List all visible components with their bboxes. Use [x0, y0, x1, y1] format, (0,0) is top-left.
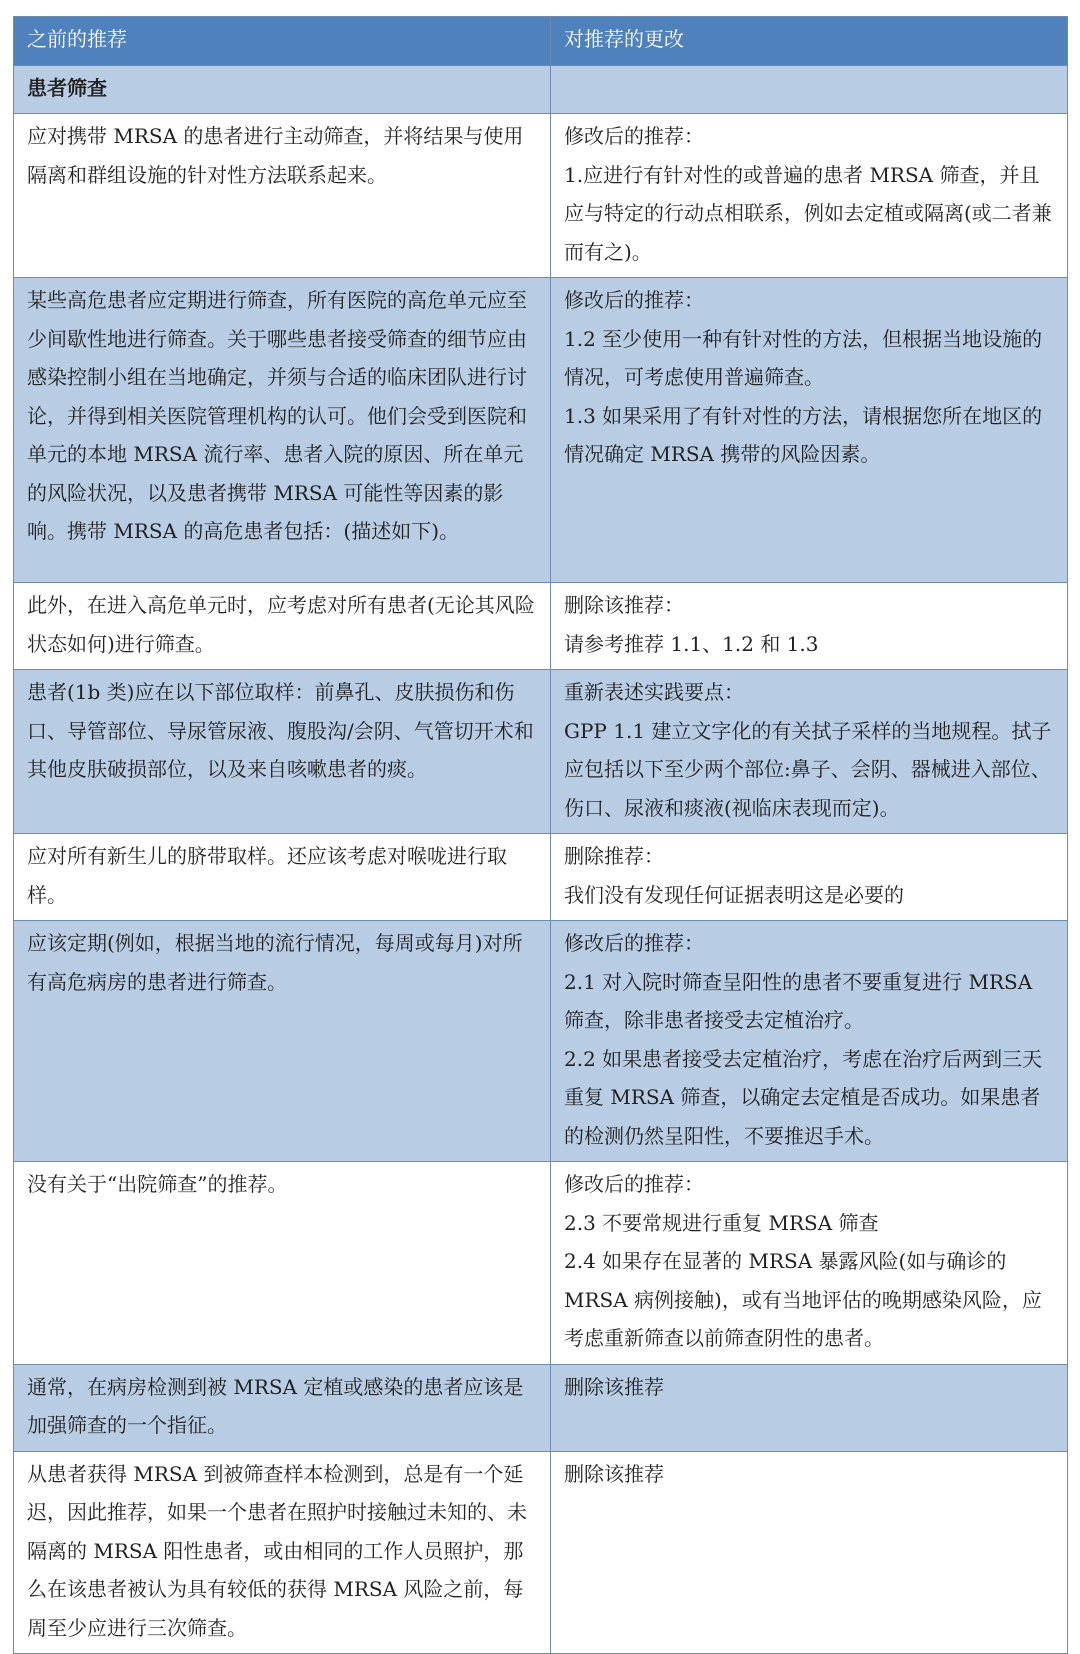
previous-recommendation-cell: [14, 670, 551, 834]
change-cell: [551, 114, 1068, 278]
change-cell: [551, 1364, 1068, 1451]
previous-text: 应对所有新生儿的脐带取样。还应该考虑对喉咙进行取样。: [27, 844, 507, 907]
change-cell: [551, 1451, 1068, 1654]
previous-text: 通常，在病房检测到被 MRSA 定植或感染的患者应该是加强筛查的一个指征。: [27, 1374, 524, 1437]
header-previous-recommendation: 之前的推荐: [14, 17, 551, 66]
table-header-row: [14, 17, 1068, 66]
previous-recommendation-cell: [14, 114, 551, 278]
change-line: 删除该推荐: [564, 1374, 664, 1399]
previous-text: 应该定期(例如，根据当地的流行情况，每周或每月)对所有高危病房的患者进行筛查。: [27, 931, 523, 994]
previous-recommendation-cell: [14, 1364, 551, 1451]
change-cell: [551, 1162, 1068, 1365]
section-right-cell: [551, 65, 1068, 114]
change-line: 我们没有发现任何证据表明这是必要的: [564, 882, 904, 907]
change-line: 删除该推荐: [564, 1461, 664, 1486]
change-line: 2.4 如果存在显著的 MRSA 暴露风险(如与确诊的 MRSA 病例接触)，或有当地评估的晚期感染风险，应考虑重新筛查以前筛查阴性的患者。: [564, 1249, 1042, 1350]
previous-text: 某些高危患者应定期进行筛查，所有医院的高危单元应至少间歇性地进行筛查。关于哪些患者接受筛查的细节应由感染控制小组在当地确定，并须与合适的临床团队进行讨论，并得到相关医院管理机构的认可。他们会受到医院和单元的本地 MRSA 流行率、患者入院的原因、所在单元的风险状况，以及患者携带 MRSA 可能性等因素的影响。携带 MRSA 的高危患者包括：(描述如下)。: [27, 288, 527, 543]
table-row: [14, 834, 1068, 921]
change-line: 2.2 如果患者接受去定植治疗，考虑在治疗后两到三天重复 MRSA 筛查，以确定去定植是否成功。如果患者的检测仍然呈阳性，不要推迟手术。: [564, 1046, 1043, 1148]
table-row: [14, 921, 1068, 1162]
change-line: 1.3 如果采用了有针对性的方法，请根据您所在地区的情况确定 MRSA 携带的风险因素。: [564, 403, 1043, 466]
change-cell: [551, 670, 1068, 834]
change-line: 2.1 对入院时筛查呈阳性的患者不要重复进行 MRSA 筛查，除非患者接受去定植治疗。: [564, 969, 1033, 1032]
table-row: [14, 583, 1068, 670]
section-row: [14, 65, 1068, 114]
table-row: [14, 1451, 1068, 1654]
change-line: 重新表述实践要点：: [564, 680, 744, 704]
recommendation-table: [13, 16, 1068, 1654]
previous-recommendation-cell: [14, 921, 551, 1162]
change-cell: [551, 278, 1068, 583]
table-row: [14, 1364, 1068, 1451]
change-line: 1.应进行有针对性的或普遍的患者 MRSA 筛查，并且应与特定的行动点相联系，例如去定植或隔离(或二者兼而有之)。: [564, 162, 1052, 264]
change-line: 修改后的推荐：: [564, 931, 704, 955]
change-line: 删除该推荐：: [564, 593, 684, 617]
change-line: 请参考推荐 1.1、1.2 和 1.3: [564, 631, 819, 656]
previous-text: 患者(1b 类)应在以下部位取样：前鼻孔、皮肤损伤和伤口、导管部位、导尿管尿液、腹股沟/会阴、气管切开术和其他皮肤破损部位，以及来自咳嗽患者的痰。: [27, 680, 534, 781]
previous-text: 此外，在进入高危单元时，应考虑对所有患者(无论其风险状态如何)进行筛查。: [27, 593, 535, 656]
previous-recommendation-cell: [14, 583, 551, 670]
previous-text: 从患者获得 MRSA 到被筛查样本检测到，总是有一个延迟，因此推荐，如果一个患者在照护时接触过未知的、未隔离的 MRSA 阳性患者，或由相同的工作人员照护，那么在该患者被认为具有较低的获得 MRSA 风险之前，每周至少应进行三次筛查。: [27, 1461, 527, 1640]
table-row: [14, 114, 1068, 278]
header-recommendation-changes: 对推荐的更改: [551, 17, 1068, 66]
change-cell: [551, 921, 1068, 1162]
change-cell: [551, 583, 1068, 670]
previous-recommendation-cell: [14, 1162, 551, 1365]
change-line: 修改后的推荐：: [564, 124, 704, 148]
table-row: [14, 1162, 1068, 1365]
change-line: GPP 1.1 建立文字化的有关拭子采样的当地规程。拭子应包括以下至少两个部位:鼻子、会阴、器械进入部位、伤口、尿液和痰液(视临床表现而定)。: [564, 718, 1052, 820]
change-line: 1.2 至少使用一种有针对性的方法，但根据当地设施的情况，可考虑使用普遍筛查。: [564, 326, 1043, 389]
change-line: 修改后的推荐：: [564, 288, 704, 312]
table-row: [14, 278, 1068, 583]
change-line: 2.3 不要常规进行重复 MRSA 筛查: [564, 1210, 879, 1235]
previous-recommendation-cell: [14, 1451, 551, 1654]
change-line: 修改后的推荐：: [564, 1172, 704, 1196]
change-cell: [551, 834, 1068, 921]
section-title: 患者筛查: [14, 65, 551, 114]
change-line: 删除推荐：: [564, 844, 664, 868]
previous-recommendation-cell: [14, 278, 551, 583]
table-row: [14, 670, 1068, 834]
previous-text: 没有关于“出院筛查”的推荐。: [27, 1172, 288, 1196]
previous-text: 应对携带 MRSA 的患者进行主动筛查，并将结果与使用隔离和群组设施的针对性方法联系起来。: [27, 124, 524, 187]
previous-recommendation-cell: [14, 834, 551, 921]
